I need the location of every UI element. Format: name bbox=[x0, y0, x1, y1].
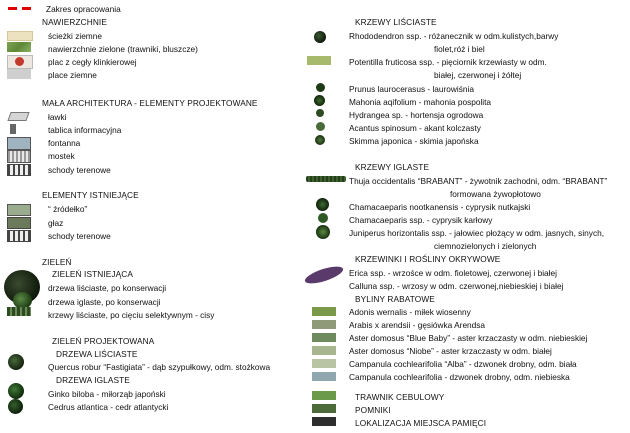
adonis-swatch bbox=[312, 307, 336, 316]
conifer-tree-item: Ginko biloba - miłorząb japoński bbox=[48, 389, 166, 399]
existing-item: “ źródełko” bbox=[48, 204, 88, 214]
shrub-item: Prunus laurocerasus - laurowiśnia bbox=[349, 84, 474, 94]
existing-item: schody terenowe bbox=[48, 231, 111, 241]
thuja-hedge-icon bbox=[306, 176, 346, 182]
aster-blue-swatch bbox=[312, 333, 336, 342]
perennial-item: Campanula cochlearifolia - dzwonek drobny, odm. niebieska bbox=[349, 372, 570, 382]
bench-icon bbox=[7, 112, 29, 121]
conifer-shrub-item: Chamacaeparis nootkanensis - cyprysik nutkajski bbox=[349, 202, 531, 212]
architecture-item: ławki bbox=[48, 112, 67, 122]
greenery-title: ZIELEŃ bbox=[42, 257, 72, 267]
conifer-shrub-item-cont: formowana żywopłotowo bbox=[450, 189, 541, 199]
surface-item: place ziemne bbox=[48, 70, 97, 80]
shrub-item-cont: białej, czerwonej i żółtej bbox=[434, 70, 522, 80]
memorial-swatch bbox=[312, 417, 336, 426]
deciduous-shrubs-title: KRZEWY LIŚCIASTE bbox=[355, 17, 437, 27]
boundary-line-icon bbox=[8, 7, 36, 10]
existing-item: głaz bbox=[48, 218, 64, 228]
stairs-icon bbox=[7, 164, 31, 176]
dirt-path-swatch bbox=[7, 31, 33, 41]
monuments-label: POMNIKI bbox=[355, 405, 391, 415]
perennial-item: Arabis x arendsii - gęsiówka Arendsa bbox=[349, 320, 486, 330]
perennial-item: Campanula cochlearifolia “Alba” - dzwonek drobny, odm. biała bbox=[349, 359, 577, 369]
architecture-item: schody terenowe bbox=[48, 165, 111, 175]
memorial-label: LOKALIZACJA MIEJSCA PAMIĘCI bbox=[355, 418, 487, 428]
groundcover-title: KRZEWINKI I ROŚLINY OKRYWOWE bbox=[355, 254, 501, 264]
ginkgo-tree-icon bbox=[8, 383, 24, 399]
boulder-icon bbox=[7, 217, 31, 229]
projected-greenery-title: ZIELEŃ PROJEKTOWANA bbox=[52, 336, 155, 346]
bulb-lawn-label: TRAWNIK CEBULOWY bbox=[355, 392, 445, 402]
conifer-tree-item: Cedrus atlantica - cedr atlantycki bbox=[48, 402, 169, 412]
hydrangea-icon bbox=[316, 109, 324, 117]
existing-greenery-item: drzewa liściaste, po konserwacji bbox=[48, 283, 167, 293]
perennial-item: Aster domosus “Niobe” - aster krzaczasty w odm. białej bbox=[349, 346, 552, 356]
architecture-item: mostek bbox=[48, 151, 75, 161]
stairs-icon bbox=[7, 230, 31, 242]
bulb-lawn-swatch bbox=[312, 391, 336, 400]
existing-greenery-title: ZIELEŃ ISTNIEJĄCA bbox=[52, 269, 133, 279]
border-perennials-title: BYLINY RABATOWE bbox=[355, 294, 435, 304]
groundcover-item: Calluna ssp. - wrzosy w odm. czerwonej,niebieskiej i białej bbox=[349, 281, 564, 291]
perennial-item: Adonis wernalis - miłek wiosenny bbox=[349, 307, 471, 317]
architecture-item: tablica informacyjna bbox=[48, 125, 122, 135]
rhododendron-icon bbox=[314, 31, 326, 43]
campanula-blue-swatch bbox=[312, 372, 336, 381]
grass-swatch bbox=[7, 42, 31, 52]
acanthus-icon bbox=[316, 122, 325, 131]
mahonia-icon bbox=[314, 95, 325, 106]
conifer-shrub-item-cont: ciemnozielonych i zielonych bbox=[434, 241, 537, 251]
shrub-item: Rhododendron ssp. - różanecznik w odm.kulistych,barwy bbox=[349, 31, 559, 41]
board-icon bbox=[10, 124, 16, 134]
existing-elements-title: ELEMENTY ISTNIEJĄCE bbox=[42, 190, 139, 200]
dirt-square-swatch bbox=[7, 69, 31, 79]
shrub-item: Potentilla fruticosa ssp. - pięciornik krzewiasty w odm. bbox=[349, 57, 547, 67]
yew-shrub-icon bbox=[7, 307, 31, 316]
architecture-item: fontanna bbox=[48, 138, 81, 148]
campanula-white-swatch bbox=[312, 359, 336, 368]
shrub-item: Hydrangea sp. - hortensja ogrodowa bbox=[349, 110, 484, 120]
perennial-item: Aster domosus “Blue Baby” - aster krzaczasty w odm. niebieskiej bbox=[349, 333, 588, 343]
fountain-icon bbox=[7, 137, 31, 150]
deciduous-trees-title: DRZEWA LIŚCIASTE bbox=[56, 349, 138, 359]
conifer-trees-title: DRZEWA IGLASTE bbox=[56, 375, 130, 385]
deciduous-tree-item: Quercus robur “Fastigiata” - dąb szypułkowy, odm. stożkowa bbox=[48, 362, 271, 372]
shrub-item: Mahonia aqifolium - mahonia pospolita bbox=[349, 97, 492, 107]
groundcover-item: Erica ssp. - wrzośce w odm. fioletowej, czerwonej i białej bbox=[349, 268, 557, 278]
arabis-swatch bbox=[312, 320, 336, 329]
potentilla-swatch bbox=[307, 56, 331, 65]
nootka-cypress-icon bbox=[316, 198, 329, 211]
conifer-shrub-item: Chamacaeparis ssp. - cyprysik karłowy bbox=[349, 215, 493, 225]
existing-greenery-item: krzewy liściaste, po cięciu selektywnym - cisy bbox=[48, 310, 215, 320]
conifer-shrubs-title: KRZEWY IGLASTE bbox=[355, 162, 430, 172]
conifer-shrub-item: Thuja occidentalis “BRABANT” - żywotnik zachodni, odm. “BRABANT” bbox=[349, 176, 608, 186]
monument-swatch bbox=[312, 404, 336, 413]
small-architecture-title: MAŁA ARCHITEKTURA - ELEMENTY PROJEKTOWANE bbox=[42, 98, 258, 108]
oak-tree-icon bbox=[8, 354, 24, 370]
brick-icon bbox=[7, 55, 33, 69]
surface-item: nawierzchnie zielone (trawniki, bluszcze) bbox=[48, 44, 198, 54]
juniper-icon bbox=[316, 225, 330, 239]
aster-white-swatch bbox=[312, 346, 336, 355]
surface-item: ścieżki ziemne bbox=[48, 31, 102, 41]
surface-item: plac z cegły klinkierowej bbox=[48, 57, 137, 67]
skimmia-icon bbox=[315, 135, 325, 145]
conifer-shrub-item: Juniperus horizontalis ssp. - jałowiec płożący w odm. jasnych, sinych, bbox=[349, 228, 605, 238]
boundary-label: Zakres opracowania bbox=[46, 4, 121, 14]
spring-icon bbox=[7, 204, 31, 216]
shrub-item: Skimma japonica - skimia japońska bbox=[349, 136, 479, 146]
cedar-tree-icon bbox=[8, 399, 23, 414]
shrub-item-cont: fiolet,róż i biel bbox=[434, 44, 485, 54]
shrub-item: Acantus spinosum - akant kolczasty bbox=[349, 123, 481, 133]
existing-greenery-item: drzewa iglaste, po konserwacji bbox=[48, 297, 161, 307]
heather-icon bbox=[303, 263, 345, 287]
prunus-icon bbox=[316, 83, 325, 92]
surfaces-title: NAWIERZCHNIE bbox=[42, 17, 107, 27]
dwarf-cypress-icon bbox=[318, 213, 328, 223]
bridge-icon bbox=[7, 150, 31, 163]
